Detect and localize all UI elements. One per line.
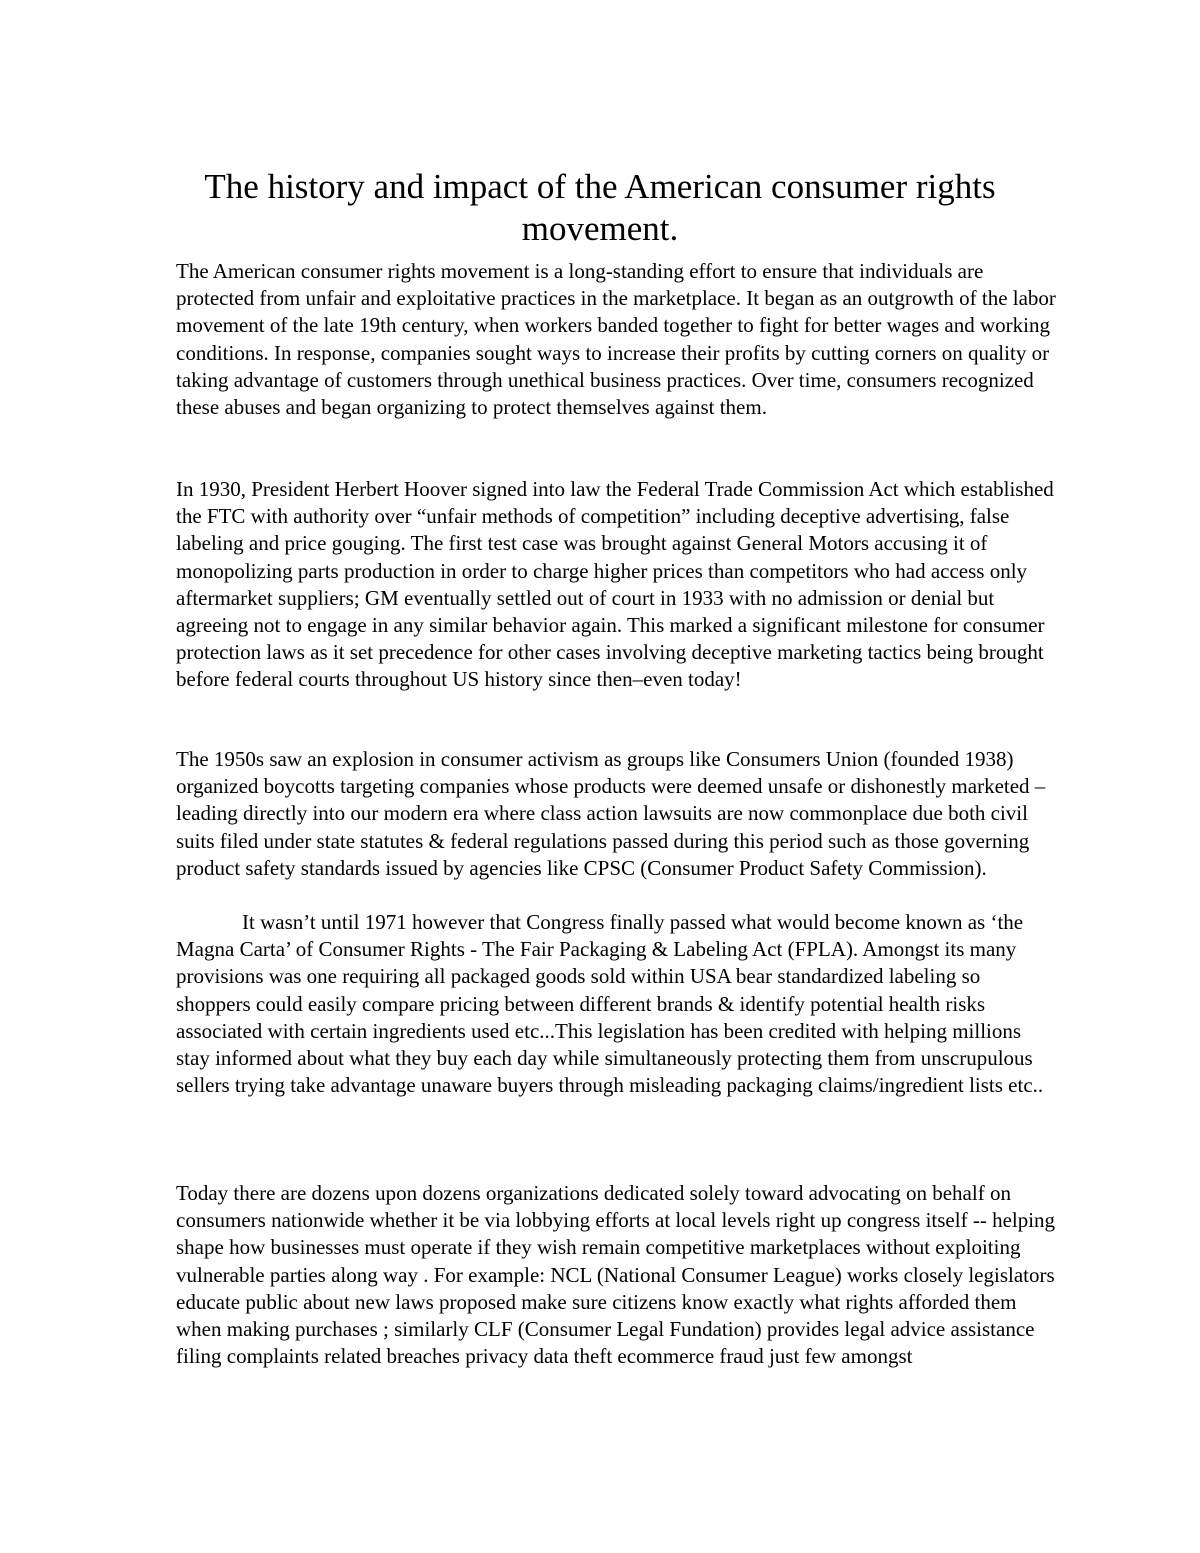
document-title: The history and impact of the American consumer rights movement. (204, 167, 996, 248)
paragraph-ftc-act-1930: In 1930, President Herbert Hoover signed into law the Federal Trade Commission Act which established the FTC with authority over “unfair methods of competition” including deceptive advertising, false labeling and price gouging. The first test case was brought against General Motors accusing it of monopolizing parts production in order to charge higher prices than competitors who had access only aftermarket suppliers; GM eventually settled out of court in 1933 with no admission or denial but agreeing not to engage in any similar behavior again. This marked a significant milestone for consumer protection laws as it set precedence for other cases involving deceptive marketing tactics being brought before federal courts throughout US history since then–even today! (176, 477, 1054, 692)
paragraph-fpla-1971: It wasn’t until 1971 however that Congress finally passed what would become known as ‘the Magna Carta’ of Consumer Rights - The Fair Packaging & Labeling Act (FPLA). Amongst its many provisions was one requiring all packaged goods sold within USA bear standardized labeling so shoppers could easily compare pricing between different brands & identify potential health risks associated with certain ingredients used etc...This legislation has been credited with helping millions stay informed about what they buy each day while simultaneously protecting them from unscrupulous sellers trying take advantage unaware buyers through misleading packaging claims/ingredient lists etc.. (176, 910, 1044, 1098)
paragraph-advocacy-organizations: Today there are dozens upon dozens organizations dedicated solely toward advocating on behalf on consumers nationwide whether it be via lobbying efforts at local levels right up congress itself -- helping shape how businesses must operate if they wish remain competitive marketplaces without exploiting vulnerable parties along way . For example: NCL (National Consumer League) works closely legislators educate public about new laws proposed make sure citizens know exactly what rights afforded them when making purchases ; similarly CLF (Consumer Legal Fundation) provides legal advice assistance filing complaints related breaches privacy data theft ecommerce fraud just few amongst (176, 1181, 1056, 1369)
paragraph-1950s-activism: The 1950s saw an explosion in consumer activism as groups like Consumers Union (founded 1938) organized boycotts targeting companies whose products were deemed unsafe or dishonestly marketed – leading directly into our modern era where class action lawsuits are now commonplace due both civil suits filed under state statutes & federal regulations passed during this period such as those governing product safety standards issued by agencies like CPSC (Consumer Product Safety Commission). (176, 747, 1046, 880)
paragraph-consumer-movement-origins: The American consumer rights movement is a long-standing effort to ensure that individuals are protected from unfair and exploitative practices in the marketplace. It began as an outgrowth of the labor movement of the late 19th century, when workers banded together to fight for better wages and working conditions. In response, companies sought ways to increase their profits by cutting corners on quality or taking advantage of customers through unethical business practices. Over time, consumers recognized these abuses and began organizing to protect themselves against them. (176, 259, 1056, 420)
